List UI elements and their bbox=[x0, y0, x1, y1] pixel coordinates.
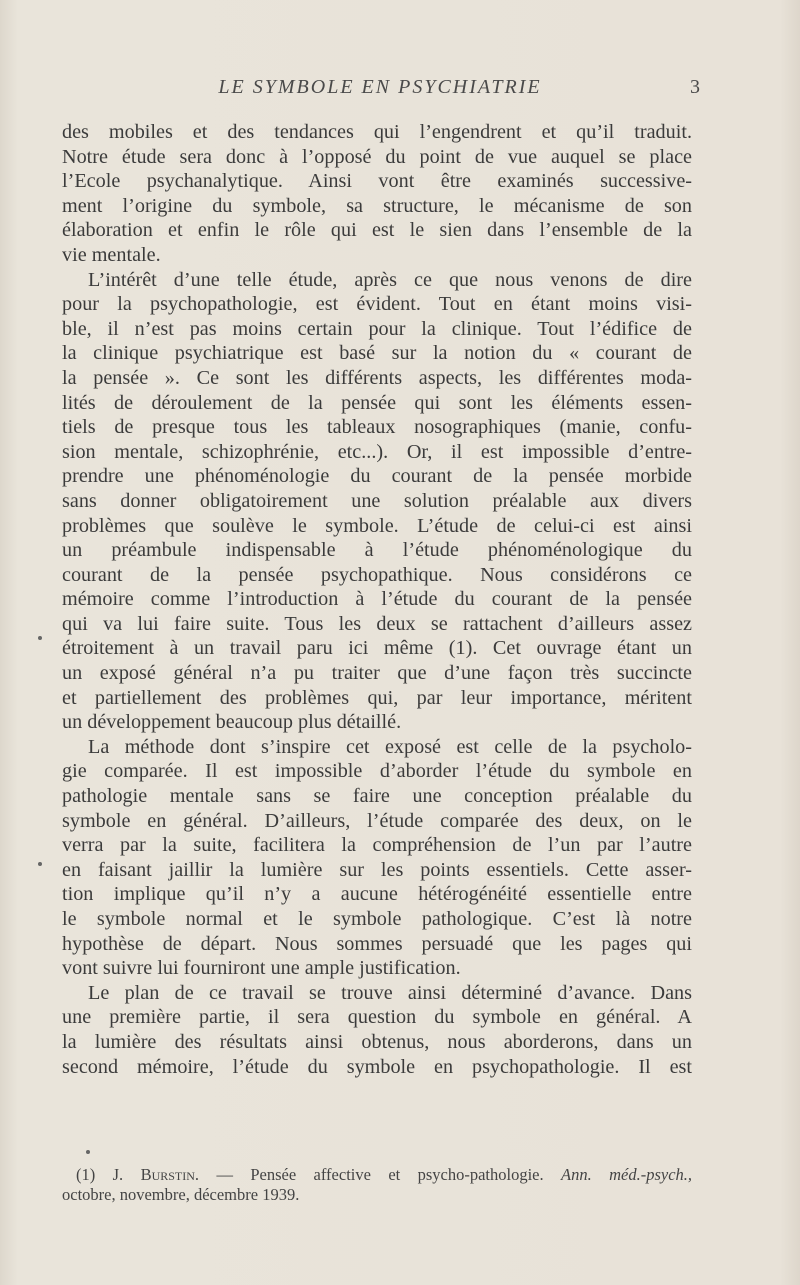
footnote bbox=[62, 1165, 692, 1205]
margin-dot bbox=[86, 1150, 90, 1154]
text-line: et partiellement des problèmes qui, par leur importance, méritent bbox=[62, 686, 692, 709]
text-line: la pensée ». Ce sont les différents aspects, les différentes moda- bbox=[62, 366, 692, 389]
text-line: une première partie, il sera question du symbole en général. A bbox=[62, 1006, 692, 1029]
margin-dot bbox=[38, 636, 42, 640]
page-header bbox=[60, 76, 700, 106]
text-line: élaboration et enfin le rôle qui est le sien dans l’ensemble de la bbox=[62, 219, 692, 242]
text-line: second mémoire, l’étude du symbole en psychopathologie. Il est bbox=[62, 1055, 692, 1078]
text-line: tion implique qu’il n’y a aucune hétérogénéité essentielle entre bbox=[62, 883, 692, 906]
text-line: pathologie mentale sans se faire une conception préalable du bbox=[62, 785, 692, 808]
paragraph bbox=[62, 268, 692, 735]
text-line: symbole en général. D’ailleurs, l’étude comparée des deux, on le bbox=[62, 809, 692, 832]
text-line: sion mentale, schizophrénie, etc...). Or, il est impossible d’entre- bbox=[62, 440, 692, 463]
text-line: prendre une phénoménologie du courant de la pensée morbide bbox=[62, 465, 692, 488]
text-line: la lumière des résultats ainsi obtenus, nous aborderons, dans un bbox=[62, 1030, 692, 1053]
footnote-journal: Ann. méd.-psych., bbox=[561, 1165, 693, 1184]
text-line: problèmes que soulève le symbole. L’étude de celui-ci est ainsi bbox=[62, 514, 692, 537]
text-line: étroitement à un travail paru ici même (1). Cet ouvrage étant un bbox=[62, 637, 692, 660]
text-line: hypothèse de départ. Nous sommes persuadé que les pages qui bbox=[62, 932, 692, 955]
text-line: la clinique psychiatrique est basé sur la notion du « courant de bbox=[62, 342, 692, 365]
text-line: un préambule indispensable à l’étude phénoménologique du bbox=[62, 539, 692, 562]
text-line: sans donner obligatoirement une solution préalable aux divers bbox=[62, 489, 692, 512]
text-line: gie comparée. Il est impossible d’aborder l’étude du symbole en bbox=[62, 760, 692, 783]
text-line: mémoire comme l’introduction à l’étude du courant de la pensée bbox=[62, 588, 692, 611]
text-line: verra par la suite, facilitera la compréhension de l’un par l’autre bbox=[62, 834, 692, 857]
text-line: des mobiles et des tendances qui l’engendrent et qu’il traduit. bbox=[62, 121, 692, 143]
paragraph bbox=[62, 981, 692, 1079]
page-number: 3 bbox=[690, 76, 700, 98]
paragraph bbox=[62, 735, 692, 981]
running-title: LE SYMBOLE EN PSYCHIATRIE bbox=[218, 76, 542, 98]
text-line: tiels de presque tous les tableaux nosographiques (manie, confu- bbox=[62, 416, 692, 439]
text-line: La méthode dont s’inspire cet exposé est celle de la psycholo- bbox=[88, 735, 692, 758]
text-line: L’intérêt d’une telle étude, après ce que nous venons de dire bbox=[88, 268, 692, 291]
footnote-line: octobre, novembre, décembre 1939. bbox=[62, 1185, 300, 1204]
footnote-dash: — bbox=[216, 1165, 233, 1184]
text-line: le symbole normal et le symbole pathologique. C’est là notre bbox=[62, 908, 692, 930]
text-line: en faisant jaillir la lumière sur les points essentiels. Cette asser- bbox=[62, 858, 692, 881]
text-line: vont suivre lui fourniront une ample justification. bbox=[62, 957, 461, 980]
margin-dot bbox=[38, 862, 42, 866]
text-line: Le plan de ce travail se trouve ainsi déterminé d’avance. Dans bbox=[88, 981, 692, 1004]
text-line: courant de la pensée psychopathique. Nous considérons ce bbox=[62, 563, 692, 586]
footnote-marker: (1) bbox=[76, 1165, 96, 1184]
footnote-line bbox=[62, 1165, 692, 1185]
text-line: Notre étude sera donc à l’opposé du point de vue auquel se place bbox=[62, 145, 692, 168]
footnote-title: Pensée affective et psycho-pathologie. bbox=[250, 1165, 544, 1184]
text-line: un exposé général n’a pu traiter que d’une façon très succincte bbox=[62, 662, 692, 685]
text-line: pour la psychopathologie, est évident. Tout en étant moins visi- bbox=[62, 293, 692, 316]
footnote-author: J. Burstin. bbox=[112, 1165, 200, 1184]
text-line: lités de déroulement de la pensée qui sont les éléments essen- bbox=[62, 391, 692, 414]
text-line: vie mentale. bbox=[62, 243, 161, 266]
text-line: ble, il n’est pas moins certain pour la clinique. Tout l’édifice de bbox=[62, 317, 692, 340]
text-line: un développement beaucoup plus détaillé. bbox=[62, 711, 402, 734]
text-line: qui va lui faire suite. Tous les deux se rattachent d’ailleurs assez bbox=[62, 612, 692, 635]
paragraph bbox=[62, 120, 692, 268]
body-text bbox=[62, 120, 692, 1079]
text-line: l’Ecole psychanalytique. Ainsi vont être examinés successive- bbox=[62, 170, 692, 193]
text-line: ment l’origine du symbole, sa structure, le mécanisme de son bbox=[62, 194, 692, 217]
